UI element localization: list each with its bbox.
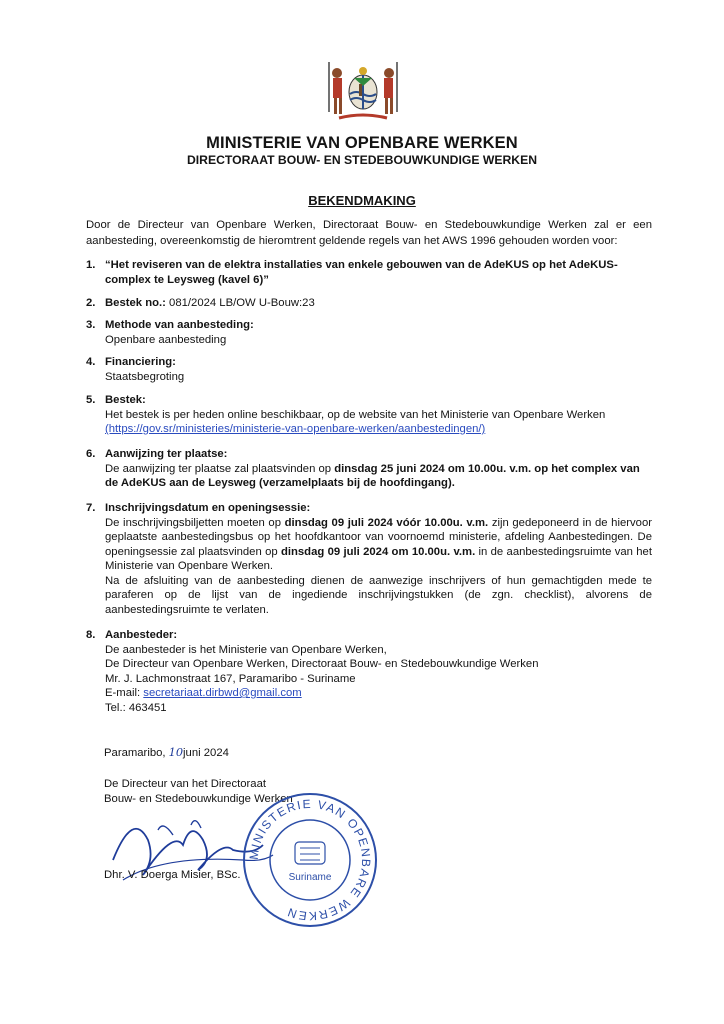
submission-paragraph <box>105 516 652 574</box>
tenderer-line: De Directeur van Openbare Werken, Directoraat Bouw- en Stedebouwkundige Werken <box>105 658 539 670</box>
text-run: De inschrijvingsbiljetten moeten op <box>105 516 285 529</box>
item-7 <box>86 501 652 617</box>
item-3 <box>86 318 652 347</box>
intro-paragraph: Door de Directeur van Openbare Werken, Directoraat Bouw- en Stedebouwkundige Werken zal er een aanbesteding, overeenkomstig de hieromtrent geldende regels van het AWS 1996 gehouden worden voor: <box>86 219 652 247</box>
tender-subject: “Het reviseren van de elektra installaties van enkele gebouwen van de AdeKUS op het AdeKUS- complex te Leysweg (kavel 6)” <box>105 259 618 286</box>
website-link[interactable]: (https://gov.sr/ministeries/ministerie-van-openbare-werken/aanbestedingen/) <box>105 423 486 435</box>
checklist-paragraph: Na de afsluiting van de aanbesteding dienen de aanwezige inschrijvers of hun gemachtigden mede te paraferen op de lijst van de ingediende inschrijvingstukken (de zgn. checklist), alvorens de aanbestedingsruimte te verlaten. <box>105 574 652 616</box>
item-6 <box>86 447 652 491</box>
item-number: 3. <box>86 319 96 331</box>
item-1 <box>86 258 652 287</box>
submission-deadline: dinsdag 09 juli 2024 vóór 10.00u. v.m. <box>284 516 489 529</box>
place-date <box>104 746 229 761</box>
item-4 <box>86 355 652 384</box>
date-text: juni 2024 <box>183 747 229 759</box>
email-label: E-mail: <box>105 687 144 699</box>
address-line: Mr. J. Lachmonstraat 167, Paramaribo - Suriname <box>105 672 356 685</box>
item-value: De aanwijzing ter plaatse zal plaatsvinden op <box>105 462 335 475</box>
item-number: 2. <box>86 297 96 309</box>
item-number: 1. <box>86 259 96 271</box>
handwritten-day: 10 <box>168 746 184 759</box>
item-value: Openbare aanbesteding <box>105 333 227 346</box>
document-heading: BEKENDMAKING <box>308 193 416 208</box>
text-run: zijn gedeponeerd in de hiervoor geplaatste aanbestedingsbus op het hoofdkantoor van voornoemd ministerie, afdeling Aanbestedingen. De openingsessie zal plaatsvinden op <box>105 516 652 558</box>
signer-title-line: De Directeur van het Directoraat <box>104 778 266 790</box>
text-run: in de aanbestedingsruimte van het Ministerie van Openbare Werken. <box>105 545 652 572</box>
item-number: 4. <box>86 356 96 368</box>
item-number: 6. <box>86 448 96 460</box>
item-label: Inschrijvingsdatum en openingsessie: <box>105 502 311 514</box>
bestek-number: 081/2024 LB/OW U-Bouw:23 <box>165 297 315 309</box>
item-value: Het bestek is per heden online beschikbaar, op de website van het Ministerie van Openbare Werken <box>105 408 606 421</box>
item-label: Methode van aanbesteding: <box>105 319 254 331</box>
signer-title-line: Bouw- en Stedebouwkundige Werken <box>104 793 293 805</box>
signer-name: Dhr. V. Doerga Misier, BSc. <box>104 869 241 881</box>
item-number: 5. <box>86 394 96 406</box>
email-link[interactable]: secretariaat.dirbwd@gmail.com <box>143 687 302 699</box>
item-label: Aanbesteder: <box>105 629 178 641</box>
item-5 <box>86 393 652 437</box>
stamp-ring-text: MINISTERIE VAN OPENBARE WERKEN <box>246 796 374 924</box>
item-label: Bestek no.: <box>105 297 166 309</box>
item-label: Bestek: <box>105 394 146 406</box>
tenderer-line: De aanbesteder is het Ministerie van Openbare Werken, <box>105 643 387 656</box>
item-label: Aanwijzing ter plaatse: <box>105 448 228 460</box>
item-number: 8. <box>86 629 96 641</box>
place-text: Paramaribo, <box>104 747 169 759</box>
item-label: Financiering: <box>105 356 176 368</box>
item-8 <box>86 628 652 715</box>
item-value: Staatsbegroting <box>105 370 185 383</box>
coat-of-arms-logo <box>319 56 407 124</box>
site-visit-date: dinsdag 25 juni 2024 om 10.00u. v.m. op het complex van de AdeKUS aan de Leysweg (verzamelplaats bij de hoofdingang). <box>105 462 640 489</box>
phone-line: Tel.: 463451 <box>105 701 167 714</box>
ministry-title: MINISTERIE VAN OPENBARE WERKEN <box>206 134 518 152</box>
directorate-subtitle: DIRECTORAAT BOUW- EN STEDEBOUWKUNDIGE WERKEN <box>186 153 538 167</box>
stamp-center-text: Suriname <box>288 872 332 883</box>
official-stamp <box>240 790 380 930</box>
opening-session-date: dinsdag 09 juli 2024 om 10.00u. v.m. <box>280 545 476 558</box>
item-number: 7. <box>86 502 96 514</box>
item-2 <box>86 296 652 311</box>
